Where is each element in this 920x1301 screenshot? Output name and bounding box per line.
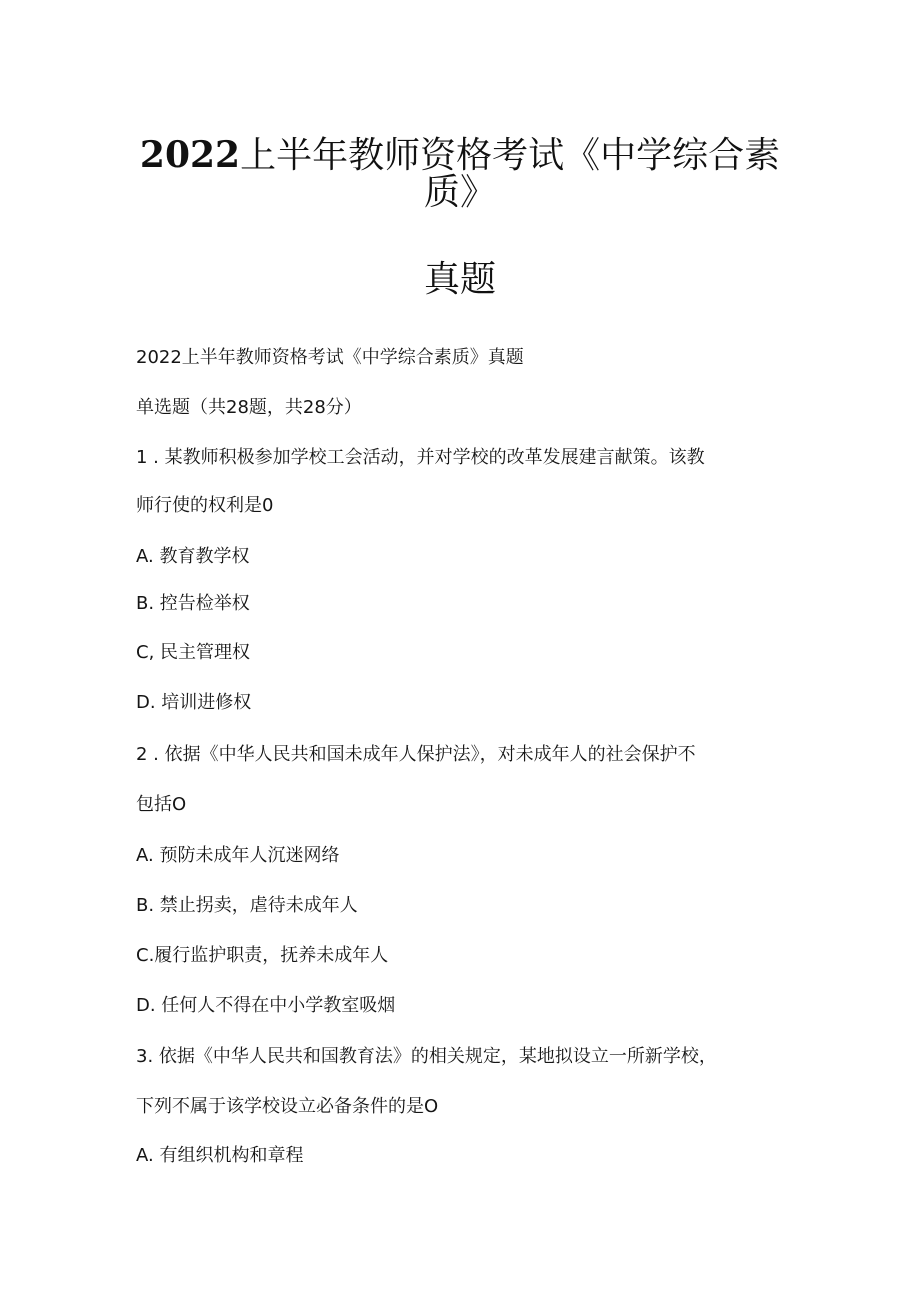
question-1-stem-line-2: 师行使的权利是0 — [136, 495, 274, 516]
question-2-stem-line-2: 包括O — [136, 794, 187, 815]
document-title-line-2: 质》 — [423, 172, 496, 213]
question-1-stem-line-1: 1 . 某教师积极参加学校工会活动，并对学校的改革发展建言献策。该教 — [136, 447, 705, 468]
document-subtitle: 2022上半年教师资格考试《中学综合素质》真题 — [136, 347, 524, 368]
question-2-option-d: D. 任何人不得在中小学教室吸烟 — [136, 995, 396, 1016]
question-1-option-d: D. 培训进修权 — [136, 692, 252, 713]
question-3-stem-line-1: 3. 依据《中华人民共和国教育法》的相关规定，某地拟设立一所新学校， — [136, 1046, 717, 1067]
question-1-option-a: A. 教育教学权 — [136, 546, 250, 567]
question-3-option-a: A. 有组织机构和章程 — [136, 1145, 304, 1166]
title-year: 2022 — [139, 134, 241, 176]
title-text: 上半年教师资格考试《中学综合素 — [240, 135, 781, 176]
question-2-option-c: C.履行监护职责，抚养未成年人 — [136, 945, 389, 966]
question-1-option-c: C, 民主管理权 — [136, 642, 251, 663]
question-1-option-b: B. 控告检举权 — [136, 593, 250, 614]
document-title-line-3: 真题 — [423, 259, 496, 300]
question-2-stem-line-1: 2 . 依据《中华人民共和国未成年人保护法》，对未成年人的社会保护不 — [136, 744, 696, 765]
question-2-option-a: A. 预防未成年人沉迷网络 — [136, 845, 340, 866]
question-3-stem-line-2: 下列不属于该学校设立必备条件的是O — [136, 1096, 439, 1117]
section-heading: 单选题（共28题，共28分） — [136, 397, 362, 418]
question-2-option-b: B. 禁止拐卖，虐待未成年人 — [136, 895, 358, 916]
